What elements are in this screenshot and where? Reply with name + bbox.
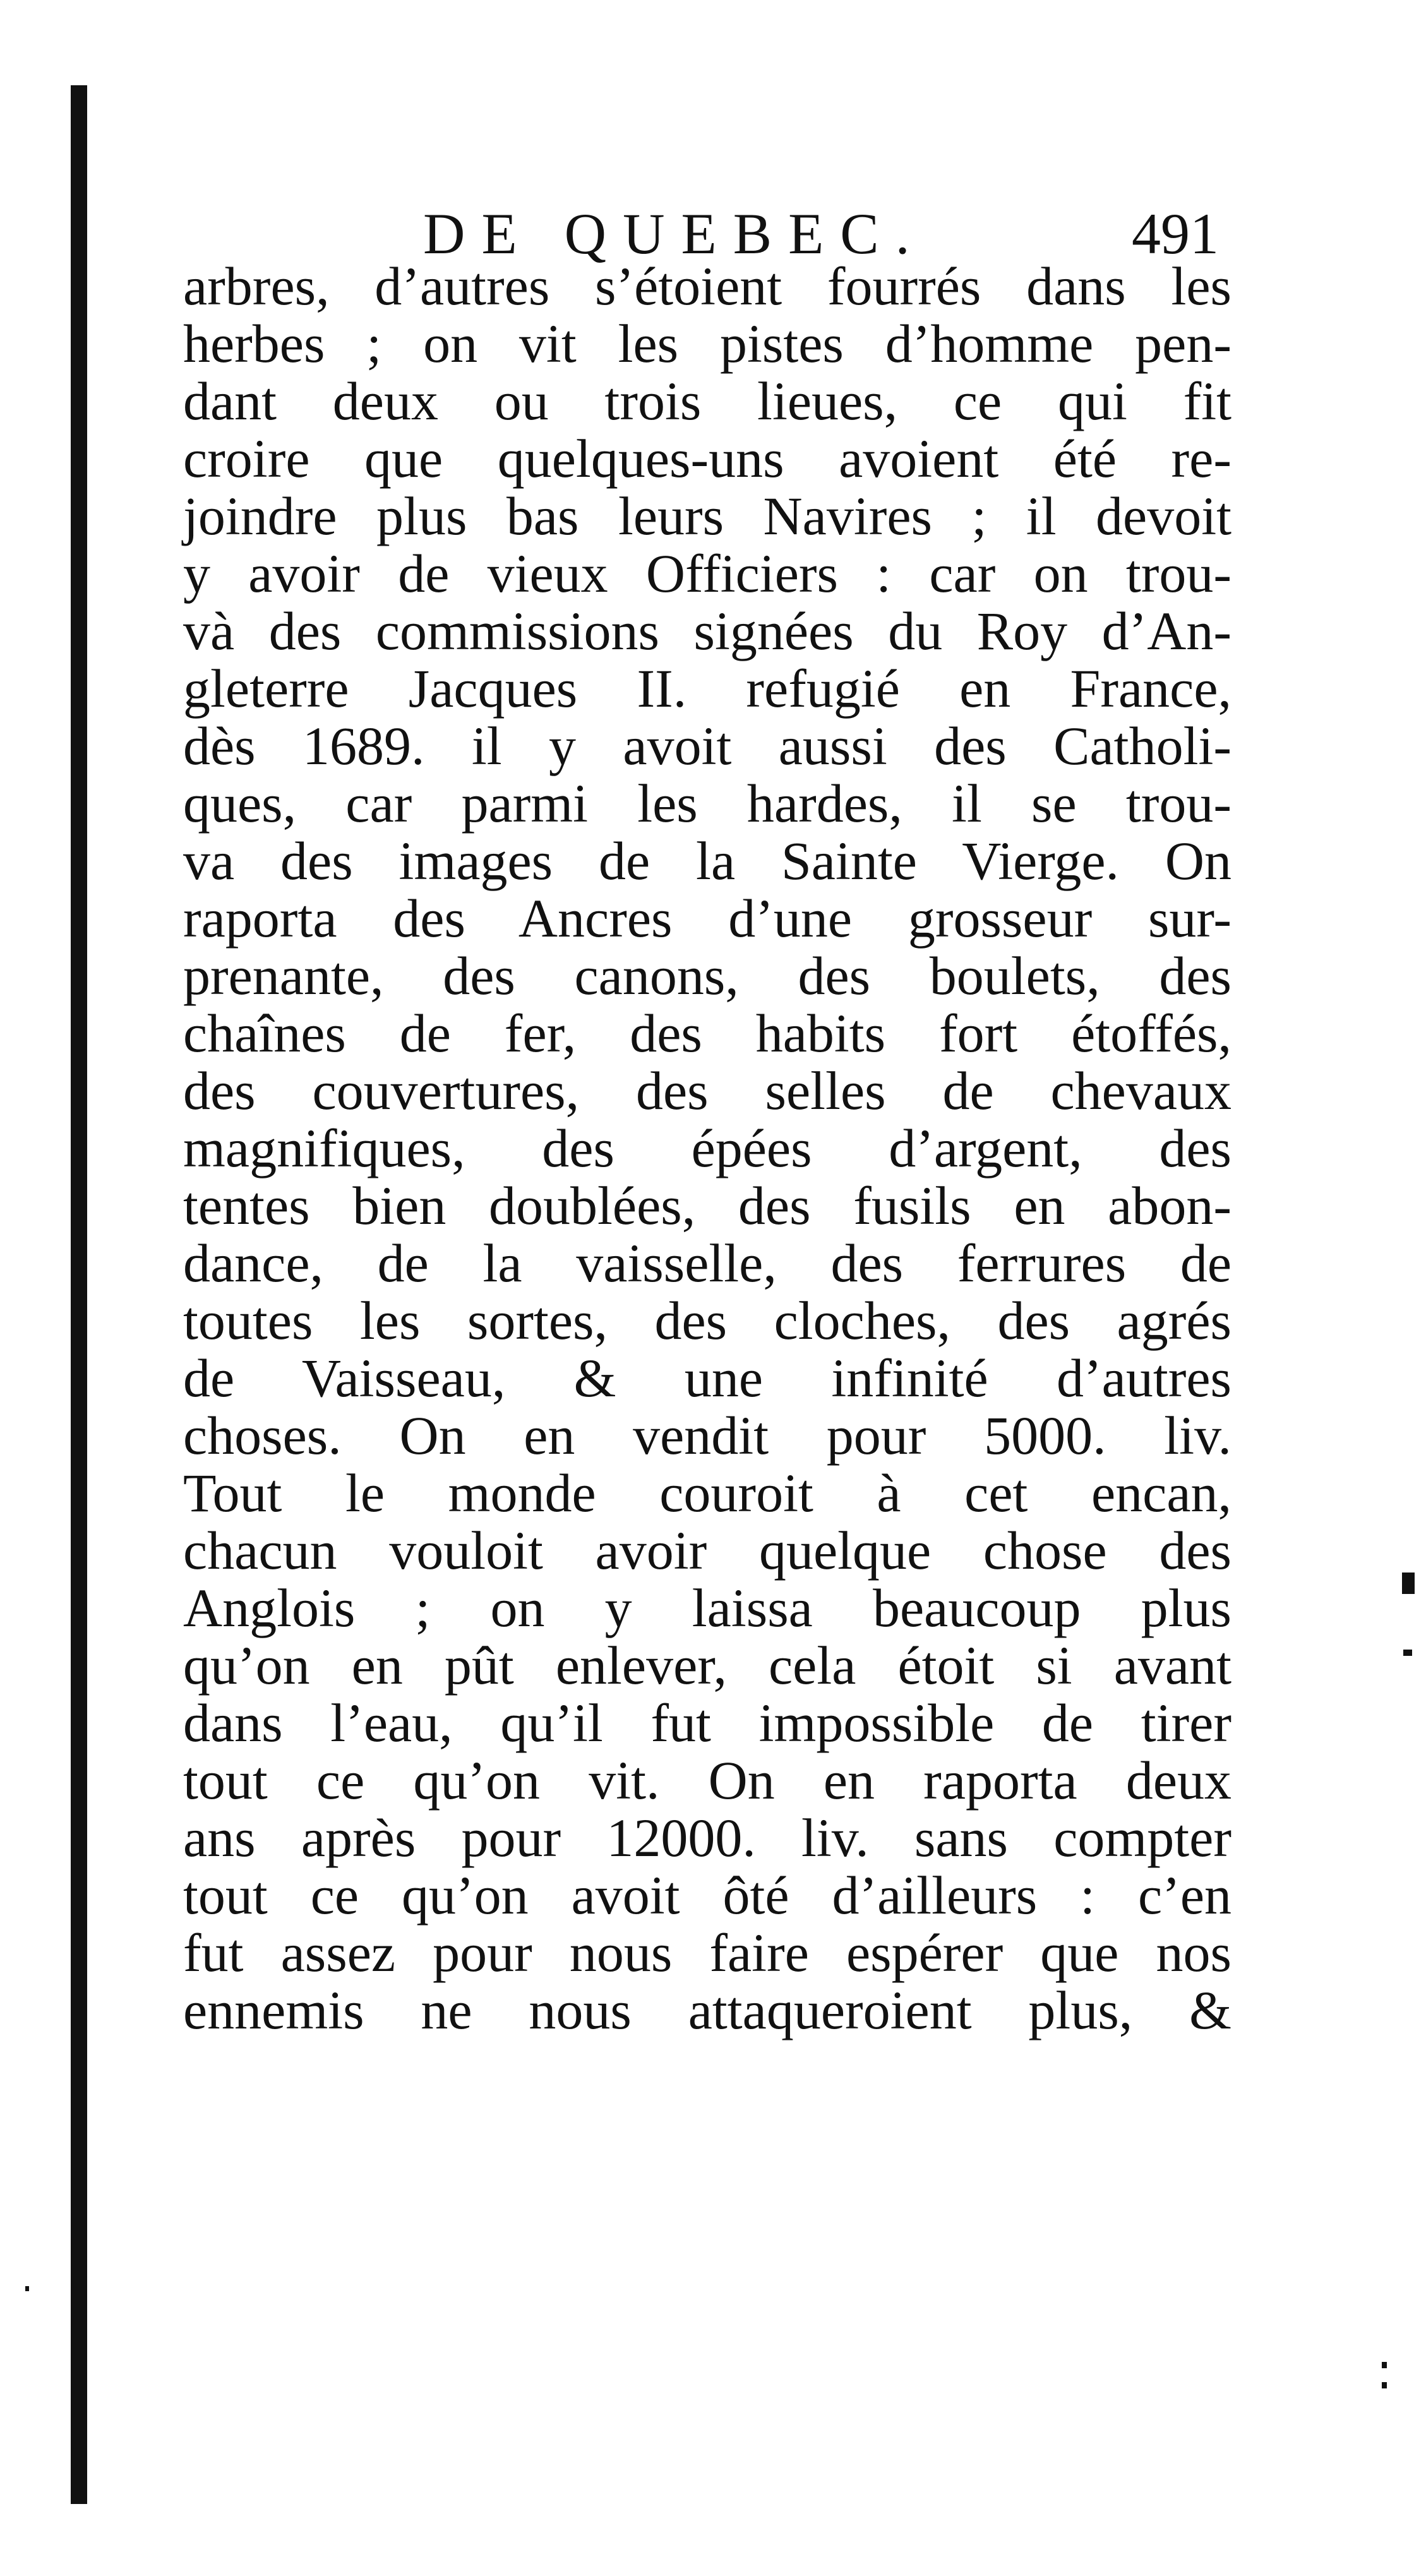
text-line: chaînes de fer, des habits fort étoffés, [183,1003,1231,1063]
text-line: joindre plus bas leurs Navires ; il devoit [183,486,1231,546]
body-text [183,258,1231,2039]
text-line: dès 1689. il y avoit aussi des Catholi- [183,716,1231,776]
binding-gutter-bar [71,85,87,2504]
text-line: des couvertures, des selles de chevaux [183,1060,1231,1121]
text-line: herbes ; on vit les pistes d’homme pen- [183,313,1231,374]
text-line: ennemis ne nous attaqueroient plus, & [183,1980,1231,2040]
text-line: Anglois ; on y laissa beaucoup plus [183,1578,1231,1638]
text-line: y avoir de vieux Officiers : car on trou- [183,543,1231,604]
text-line: gleterre Jacques II. refugié en France, [183,658,1231,719]
text-line: chacun vouloit avoir quelque chose des [183,1520,1231,1581]
text-line: ans après pour 12000. liv. sans compter [183,1807,1231,1868]
text-line: tentes bien doublées, des fusils en abon- [183,1175,1231,1236]
margin-ink-mark [1403,1650,1412,1656]
text-line: croire que quelques-uns avoient été re- [183,428,1231,489]
margin-ink-mark [1402,1573,1415,1594]
text-line: ques, car parmi les hardes, il se trou- [183,773,1231,834]
text-line: choses. On en vendit pour 5000. liv. [183,1405,1231,1466]
margin-ink-mark [1382,2362,1387,2368]
text-line: tout ce qu’on vit. On en raporta deux [183,1750,1231,1811]
text-line: dant deux ou trois lieues, ce qui fit [183,371,1231,431]
text-line: và des commissions signées du Roy d’An- [183,601,1231,661]
text-line: magnifiques, des épées d’argent, des [183,1118,1231,1178]
text-line: qu’on en pût enlever, cela étoit si avant [183,1635,1231,1696]
text-line: de Vaisseau, & une infinité d’autres [183,1348,1231,1408]
text-line: dans l’eau, qu’il fut impossible de tirer [183,1692,1231,1753]
text-line: prenante, des canons, des boulets, des [183,945,1231,1006]
text-line: fut assez pour nous faire espérer que nos [183,1922,1231,1983]
margin-ink-mark [1382,2382,1387,2388]
page-number: 491 [1132,201,1219,266]
text-line: arbres, d’autres s’étoient fourrés dans les [183,256,1231,316]
text-line: va des images de la Sainte Vierge. On [183,830,1231,891]
running-head: DE QUEBEC. [423,201,926,266]
text-line: raporta des Ancres d’une grosseur sur- [183,888,1231,949]
margin-ink-mark [25,2286,29,2291]
text-line: Tout le monde couroit à cet encan, [183,1463,1231,1523]
text-line: dance, de la vaisselle, des ferrures de [183,1233,1231,1293]
text-line: tout ce qu’on avoit ôté d’ailleurs : c’en [183,1865,1231,1926]
text-line: toutes les sortes, des cloches, des agrés [183,1290,1231,1351]
